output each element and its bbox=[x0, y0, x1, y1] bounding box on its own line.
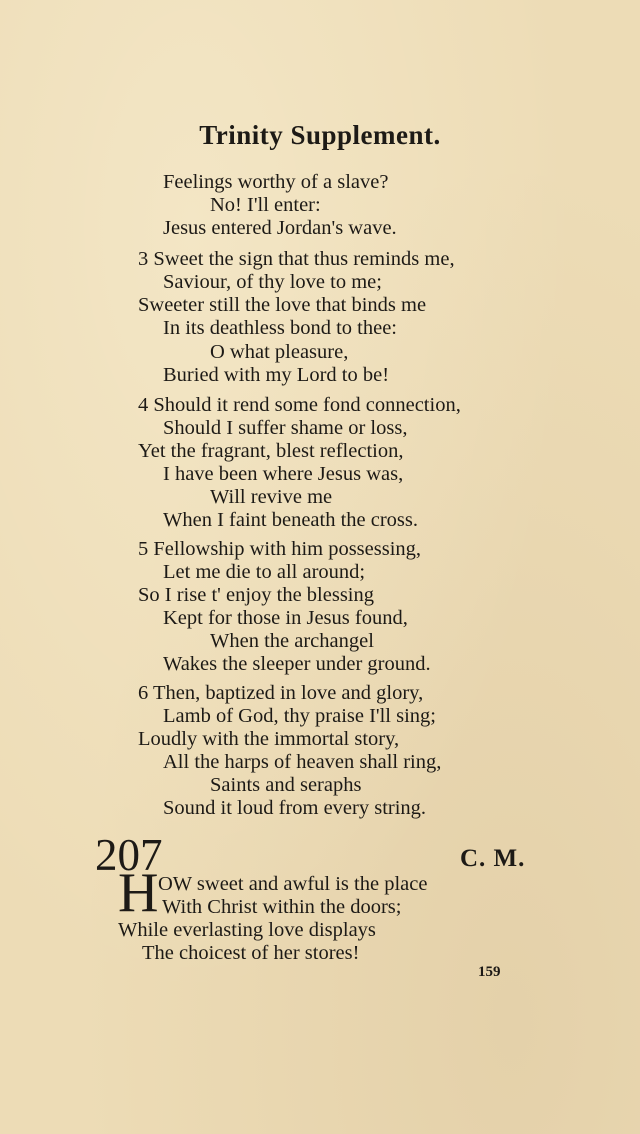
hymn-207-line: OW sweet and awful is the place bbox=[158, 873, 428, 895]
drop-cap: H bbox=[118, 862, 159, 924]
stanza-6-line: 6 Then, baptized in love and glory, bbox=[138, 682, 424, 704]
stanza-6-line: All the harps of heaven shall ring, bbox=[163, 751, 442, 773]
stanza-4-line: 4 Should it rend some fond connection, bbox=[138, 394, 461, 416]
verse-line: Feelings worthy of a slave? bbox=[163, 171, 389, 193]
stanza-4-line: I have been where Jesus was, bbox=[163, 463, 404, 485]
stanza-4-line: Yet the fragrant, blest reflection, bbox=[138, 440, 404, 462]
stanza-4-line: Should I suffer shame or loss, bbox=[163, 417, 408, 439]
verse-line: Jesus entered Jordan's wave. bbox=[163, 217, 397, 239]
stanza-3-line: Saviour, of thy love to me; bbox=[163, 271, 382, 293]
stanza-4-line: When I faint beneath the cross. bbox=[163, 509, 419, 531]
stanza-4-line: Will revive me bbox=[210, 486, 333, 508]
page-number: 159 bbox=[478, 964, 501, 980]
stanza-3-line: Sweeter still the love that binds me bbox=[138, 294, 427, 316]
stanza-5-line: Wakes the sleeper under ground. bbox=[163, 653, 431, 675]
stanza-5-line: When the archangel bbox=[210, 630, 374, 652]
hymn-207-line: While everlasting love displays bbox=[118, 919, 376, 941]
stanza-5-line: So I rise t' enjoy the blessing bbox=[138, 584, 375, 606]
stanza-6-line: Loudly with the immortal story, bbox=[138, 728, 400, 750]
stanza-3-line: O what pleasure, bbox=[210, 341, 349, 363]
hymn-207-line: The choicest of her stores! bbox=[142, 942, 360, 964]
stanza-3-line: In its deathless bond to thee: bbox=[163, 317, 397, 339]
hymn-207-line: With Christ within the doors; bbox=[162, 896, 402, 918]
stanza-6-line: Sound it loud from every string. bbox=[163, 797, 427, 819]
hymn-meter: C. M. bbox=[460, 845, 526, 872]
stanza-5-line: 5 Fellowship with him possessing, bbox=[138, 538, 422, 560]
running-head-title: Trinity Supplement. bbox=[199, 120, 441, 150]
hymn-number: 207 bbox=[95, 830, 163, 880]
stanza-5-line: Let me die to all around; bbox=[163, 561, 366, 583]
stanza-5-line: Kept for those in Jesus found, bbox=[163, 607, 408, 629]
stanza-3-line: Buried with my Lord to be! bbox=[163, 364, 390, 386]
stanza-6-line: Saints and seraphs bbox=[210, 774, 362, 796]
stanza-3-line: 3 Sweet the sign that thus reminds me, bbox=[138, 248, 455, 270]
verse-line: No! I'll enter: bbox=[210, 194, 321, 216]
stanza-6-line: Lamb of God, thy praise I'll sing; bbox=[163, 705, 436, 727]
